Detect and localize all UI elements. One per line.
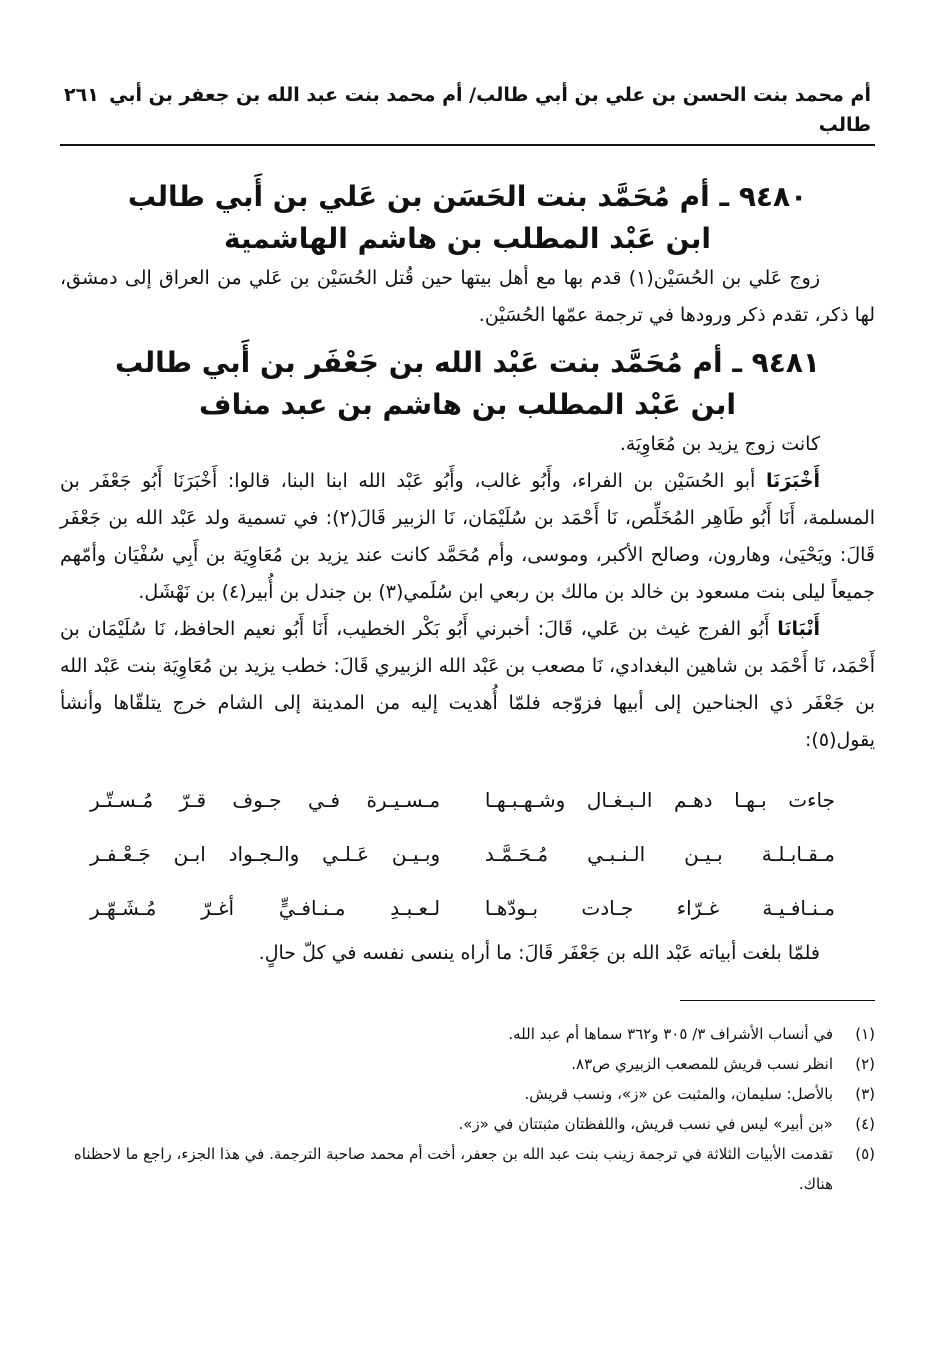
poem-hemistich-right: مـنـافـيـة غـرّاء جـادت بـودّهـا xyxy=(484,896,835,920)
entry-title-9480-line1: ٩٤٨٠ ـ أم مُحَمَّد بنت الحَسَن بن عَلي بن أَبي طالب xyxy=(127,180,808,213)
poem-verse xyxy=(90,881,835,935)
footnote-rule xyxy=(680,1000,875,1001)
poem-hemistich-right: مـقـابـلـة بـيـن الـنـبـي مُـحَـمَّـد xyxy=(484,842,835,866)
running-title: أم محمد بنت الحسن بن علي بن أبي طالب/ أم محمد بنت عبد الله بن جعفر بن أبي طالب xyxy=(109,84,871,136)
footnote-number: (٢) xyxy=(855,1055,875,1073)
footnote-text: في أنساب الأشراف ٣/ ٣٠٥ و٣٦٢ سماها أم عبد الله. xyxy=(508,1025,833,1043)
poem-hemistich-left: لـعـبـدِ مـنـافـيٍّ أغـرّ مُـشَـهّـر xyxy=(90,896,441,920)
entry-title-9480-line2: ابن عَبْد المطلب بن هاشم الهاشمية xyxy=(224,222,711,255)
footnote-text: بالأصل: سليمان، والمثبت عن «ز»، ونسب قريش. xyxy=(524,1085,833,1103)
entry-9481-closing: فلمّا بلغت أبياته عَبْد الله بن جَعْفَر قَالَ: ما أراه ينسى نفسه في كلّ حالٍ. xyxy=(258,942,820,964)
footnote-number: (١) xyxy=(855,1025,875,1043)
footnote-text: «بن أبير» ليس في نسب قريش، واللفظتان مثبتتان في «ز». xyxy=(458,1115,833,1133)
running-header xyxy=(60,80,875,140)
entry-title-9481-line2: ابن عَبْد المطلب بن هاشم بن عبد مناف xyxy=(199,388,736,421)
paragraph-2-text: أَبُو الفرج غيث بن عَلي، قَالَ: أخبرني أَبُو بَكْر الخطيب، أَنَا أَبُو نعيم الحافظ، نَا سُلَيْمَان بن أَحْمَد، نَا أَحْمَد بن شاهين البغدادي، نَا مصعب بن عَبْد الله الزبيري قَالَ: خطب يزيد بن مُعَاوِيَة بنت عَبْد الله بن جَعْفَر ذي الجناحين إلى أبيها فزوّجه فلمّا أُهديت إليه من المدينة إلى الشام خرج يتلقّاها وأنشأ يقول(٥): xyxy=(60,618,875,751)
poem-hemistich-left: مـسـيـرة فـي جـوف قـرّ مُـسـتّـر xyxy=(90,788,441,812)
paragraph-2-lead: أَنْبَانَا xyxy=(777,618,820,640)
paragraph-1-text: أبو الحُسَيْن بن الفراء، وأَبُو غالب، وأَبُو عَبْد الله ابنا البنا، قالوا: أَخْبَرَنَا أَبُو جَعْفَر بن المسلمة، أَنَا أَبُو طَاهِر المُخَلِّص، نَا أَحْمَد بن سُلَيْمَان، نَا الزبير قَالَ(٢): في تسمية ولد عَبْد الله بن جَعْفَر قَالَ: ويَحْيَىٰ، وهارون، وصالح الأكبر، وموسى، وأم مُحَمَّد كانت عند يزيد بن مُعَاوِيَة بن أَبِي سُفْيَان وأمّهم جميعاً ليلى بنت مسعود بن خالد بن مالك بن ربعي ابن سُلَمي(٣) بن جندل بن أُبير(٤) بن نَهْشَل. xyxy=(60,470,875,603)
book-page xyxy=(60,80,875,1199)
footnotes xyxy=(60,1019,875,1199)
entry-title-9481 xyxy=(60,342,875,426)
footnote-number: (٥) xyxy=(855,1145,875,1163)
poem-verse xyxy=(90,827,835,881)
poem-verse xyxy=(90,773,835,827)
footnote-text: انظر نسب قريش للمصعب الزبيري ص٨٣. xyxy=(571,1055,833,1073)
entry-title-9480 xyxy=(60,176,875,260)
footnote-number: (٣) xyxy=(855,1085,875,1103)
entry-9480-text: زوج عَلي بن الحُسَيْن(١) قدم بها مع أهل بيتها حين قُتل الحُسَيْن بن عَلي من العراق إلى دمشق، لها ذكر، تقدم ذكر ورودها في ترجمة عمّها الحُسَيْن. xyxy=(60,267,875,326)
footnote xyxy=(60,1079,875,1109)
entry-title-9481-line1: ٩٤٨١ ـ أم مُحَمَّد بنت عَبْد الله بن جَعْفَر بن أَبي طالب xyxy=(114,346,821,379)
paragraph-1-lead: أَخْبَرَنَا xyxy=(765,470,820,492)
footnote xyxy=(60,1049,875,1079)
footnote xyxy=(60,1139,875,1199)
poem xyxy=(60,773,875,935)
entry-9481-intro: كانت زوج يزيد بن مُعَاوِيَة. xyxy=(619,433,820,455)
footnote-text: تقدمت الأبيات الثلاثة في ترجمة زينب بنت عبد الله بن جعفر، أخت أم محمد صاحبة الترجمة. في هذا الجزء، راجع ما لاحظناه هناك. xyxy=(73,1145,833,1193)
footnote xyxy=(60,1019,875,1049)
entry-9481-paragraph-1 xyxy=(60,463,875,611)
entry-9481-paragraph-2 xyxy=(60,611,875,759)
footnote xyxy=(60,1109,875,1139)
poem-hemistich-right: جاءت بـهـا دهـم الـبـغـال وشـهـبـهـا xyxy=(484,788,835,812)
page-number: ٢٦١ xyxy=(64,84,99,106)
footnote-number: (٤) xyxy=(855,1115,875,1133)
poem-hemistich-left: وبـيـن عَـلـي والـجـواد ابـن جَـعْـفـر xyxy=(90,842,441,866)
header-rule xyxy=(60,144,875,146)
